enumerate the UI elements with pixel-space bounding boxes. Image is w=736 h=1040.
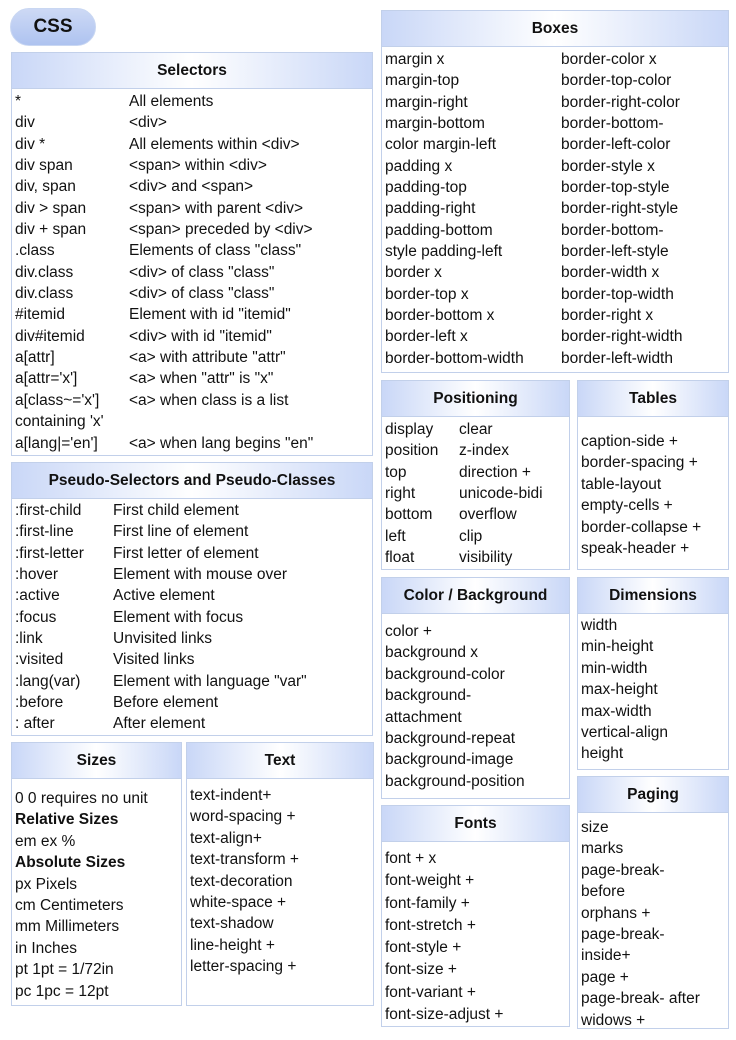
color-background-list (382, 614, 569, 792)
list-item: page-break- (581, 861, 665, 879)
list-item: mm Millimeters (15, 918, 120, 936)
description: overflow (459, 506, 517, 524)
list-row (385, 504, 569, 525)
color-background-heading: Color / Background (382, 578, 569, 614)
positioning-panel (381, 380, 570, 570)
list-row (15, 368, 372, 389)
description: Elements of class "class" (129, 242, 302, 260)
dimensions-panel (577, 577, 729, 770)
description: border-left-color (561, 136, 671, 154)
dimensions-heading: Dimensions (578, 578, 728, 614)
description: border-right-style (561, 200, 679, 218)
list-item: font-style + (385, 939, 462, 957)
list-item: border-spacing + (581, 454, 698, 472)
term: display (385, 421, 434, 438)
description: <a> when "attr" is "x" (129, 370, 274, 388)
list-item: background-image (385, 751, 514, 769)
list-item: font-family + (385, 894, 470, 912)
list-item: 0 0 requires no unit (15, 790, 148, 807)
list-row (385, 113, 728, 134)
list-row (15, 283, 372, 304)
list-row (15, 134, 372, 155)
term: div, span (15, 178, 76, 196)
list-item: line-height + (190, 936, 275, 954)
term: border-top x (385, 285, 469, 303)
description: <div> of class "class" (129, 285, 275, 303)
term: padding-right (385, 200, 476, 218)
term: a[attr='x'] (15, 370, 78, 388)
boxes-panel (381, 10, 729, 373)
boxes-heading: Boxes (382, 11, 728, 47)
term: div.class (15, 285, 74, 303)
term: margin-right (385, 93, 468, 111)
list-item: max-width (581, 702, 652, 720)
description: First line of element (113, 523, 249, 541)
term: margin x (385, 51, 445, 68)
list-row (15, 564, 372, 585)
sizes-panel (11, 742, 182, 1006)
description: All elements (129, 93, 214, 110)
list-item: inside+ (581, 947, 631, 965)
list-row (15, 543, 372, 564)
list-row (15, 521, 372, 542)
term: :first-child (15, 502, 82, 519)
description: First child element (113, 502, 239, 519)
sizes-list (12, 779, 181, 1002)
description: Active element (113, 587, 215, 605)
list-item: background-repeat (385, 729, 516, 747)
list-item: Relative Sizes (15, 811, 119, 829)
term: :link (15, 630, 43, 648)
list-item: table-layout (581, 475, 662, 493)
list-row (15, 607, 372, 628)
term: border-left x (385, 328, 468, 346)
list-row (385, 547, 569, 568)
list-row (385, 326, 728, 347)
term: border-bottom-width (385, 349, 524, 367)
description: Element with focus (113, 608, 244, 626)
list-row (15, 262, 372, 283)
list-row (385, 220, 728, 241)
list-item: word-spacing + (190, 808, 296, 826)
list-row (15, 500, 372, 521)
text-panel (186, 742, 374, 1006)
description: border-left-style (561, 243, 669, 261)
list-row (15, 112, 372, 133)
term: border-bottom x (385, 307, 495, 325)
term: :visited (15, 651, 64, 669)
term: containing 'x' (15, 413, 104, 431)
list-row (385, 49, 728, 70)
list-row (15, 671, 372, 692)
selectors-heading: Selectors (12, 53, 372, 89)
list-row (385, 156, 728, 177)
list-row (385, 526, 569, 547)
term: : after (15, 715, 55, 733)
description: <a> with attribute "attr" (129, 349, 286, 367)
term: :first-letter (15, 544, 84, 562)
dimensions-list (578, 614, 728, 765)
list-item: font-stretch + (385, 916, 476, 934)
term: right (385, 485, 416, 503)
list-row (15, 628, 372, 649)
list-item: min-width (581, 659, 648, 677)
list-row (15, 692, 372, 713)
list-item: text-indent+ (190, 787, 272, 804)
description: After element (113, 715, 206, 733)
description: clear (459, 421, 493, 438)
description: <div> of class "class" (129, 263, 275, 281)
list-item: text-transform + (190, 851, 299, 869)
term: a[class~='x'] (15, 391, 100, 409)
list-item: font-size + (385, 961, 457, 979)
list-row (15, 390, 372, 411)
description: <a> when lang begins "en" (129, 434, 314, 452)
list-row (385, 177, 728, 198)
term: :lang(var) (15, 672, 81, 690)
color-background-panel (381, 577, 570, 799)
term: style padding-left (385, 243, 503, 261)
term: border x (385, 264, 442, 282)
description: <span> with parent <div> (129, 199, 304, 217)
list-row (385, 284, 728, 305)
term: div (15, 114, 35, 132)
description: <span> within <div> (129, 157, 267, 175)
term: top (385, 463, 407, 481)
selectors-panel (11, 52, 373, 456)
paging-heading: Paging (578, 777, 728, 813)
list-item: widows + (581, 1011, 646, 1029)
list-row (15, 176, 372, 197)
pseudo-panel (11, 462, 373, 736)
fonts-panel (381, 805, 570, 1027)
term: padding-top (385, 179, 467, 197)
list-item: attachment (385, 708, 462, 726)
list-item: background-color (385, 665, 505, 683)
term: div.class (15, 263, 74, 281)
boxes-list (382, 47, 728, 369)
term: float (385, 549, 415, 567)
list-row (15, 411, 372, 432)
term: left (385, 527, 406, 545)
pseudo-heading: Pseudo-Selectors and Pseudo-Classes (12, 463, 372, 499)
list-row (15, 304, 372, 325)
selectors-list (12, 89, 372, 454)
term: * (15, 93, 22, 110)
term: div#itemid (15, 327, 85, 345)
description: border-style x (561, 157, 655, 175)
term: div + span (15, 221, 87, 239)
term: padding-bottom (385, 221, 493, 239)
list-item: background- (385, 687, 472, 705)
description: border-width x (561, 264, 660, 282)
description: z-index (459, 442, 509, 460)
term: :active (15, 587, 60, 605)
positioning-list (382, 417, 569, 568)
term: color margin-left (385, 136, 497, 154)
list-item: in Inches (15, 939, 78, 957)
text-heading: Text (187, 743, 373, 779)
description: border-bottom- (561, 221, 664, 239)
sizes-heading: Sizes (12, 743, 181, 779)
term: :focus (15, 608, 57, 626)
term: margin-bottom (385, 115, 485, 133)
description: <div> with id "itemid" (129, 327, 272, 345)
list-item: text-shadow (190, 915, 274, 933)
list-row (15, 219, 372, 240)
list-item: px Pixels (15, 875, 78, 893)
term: a[attr] (15, 349, 55, 367)
list-row (15, 91, 372, 112)
tables-panel (577, 380, 729, 570)
tables-heading: Tables (578, 381, 728, 417)
list-row (15, 240, 372, 261)
list-row (385, 134, 728, 155)
term: div span (15, 157, 73, 175)
list-item: height (581, 745, 624, 763)
description: border-color x (561, 51, 657, 68)
list-row (385, 483, 569, 504)
list-item: before (581, 883, 625, 901)
list-item: letter-spacing + (190, 958, 297, 976)
description: border-top-style (561, 179, 670, 197)
list-item: page + (581, 968, 629, 986)
pseudo-list (12, 499, 372, 735)
list-item: border-collapse + (581, 518, 702, 536)
fonts-heading: Fonts (382, 806, 569, 842)
list-item: speak-header + (581, 539, 690, 557)
page-title: CSS (10, 8, 96, 46)
list-item: marks (581, 840, 624, 858)
list-item: caption-side + (581, 433, 678, 450)
list-row (15, 433, 372, 454)
term: bottom (385, 506, 433, 524)
list-item: pt 1pt = 1/72in (15, 961, 114, 979)
list-item: width (581, 617, 618, 634)
term: div * (15, 135, 46, 153)
list-item: max-height (581, 681, 658, 699)
fonts-list (382, 842, 569, 1026)
description: border-top-width (561, 285, 674, 303)
list-item: font-weight + (385, 872, 475, 890)
positioning-heading: Positioning (382, 381, 569, 417)
list-item: vertical-align (581, 723, 669, 741)
description: Element with mouse over (113, 566, 288, 584)
list-item: cm Centimeters (15, 896, 124, 914)
paging-list (578, 813, 728, 1031)
list-item: pc 1pc = 12pt (15, 982, 109, 1000)
list-item: empty-cells + (581, 497, 673, 515)
term: div > span (15, 199, 87, 217)
list-row (385, 305, 728, 326)
list-item: font-size-adjust + (385, 1006, 504, 1024)
list-item: font-variant + (385, 983, 476, 1001)
list-item: Absolute Sizes (15, 854, 126, 872)
list-row (15, 585, 372, 606)
list-item: text-align+ (190, 829, 262, 847)
list-item: font + x (385, 850, 437, 867)
description: unicode-bidi (459, 485, 543, 503)
list-row (15, 326, 372, 347)
list-row (15, 713, 372, 734)
description: Element with id "itemid" (129, 306, 291, 324)
list-item: min-height (581, 638, 654, 656)
term: a[lang|='en'] (15, 434, 98, 452)
description: Visited links (113, 651, 195, 669)
list-item: page-break- (581, 925, 665, 943)
description: border-right-color (561, 93, 680, 111)
description: First letter of element (113, 544, 259, 562)
description: border-top-color (561, 72, 672, 90)
description: <span> preceded by <div> (129, 221, 313, 239)
term: margin-top (385, 72, 460, 90)
list-row (385, 198, 728, 219)
paging-panel (577, 776, 729, 1029)
term: #itemid (15, 306, 65, 324)
list-row (385, 92, 728, 113)
list-row (15, 347, 372, 368)
description: border-bottom- (561, 115, 664, 133)
tables-list (578, 417, 728, 559)
description: <a> when class is a list (129, 391, 289, 409)
description: border-left-width (561, 349, 673, 367)
list-row (385, 241, 728, 262)
list-row (385, 262, 728, 283)
list-item: color + (385, 623, 432, 640)
description: Unvisited links (113, 630, 213, 648)
list-item: orphans + (581, 904, 651, 922)
list-row (385, 462, 569, 483)
term: .class (15, 242, 55, 260)
term: :hover (15, 566, 59, 584)
term: position (385, 442, 439, 460)
list-row (15, 155, 372, 176)
description: Before element (113, 694, 219, 712)
text-list (187, 779, 373, 978)
list-item: background-position (385, 772, 525, 790)
list-row (385, 348, 728, 369)
description: border-right x (561, 307, 654, 325)
list-item: size (581, 819, 609, 836)
list-item: page-break- after (581, 990, 700, 1008)
list-item: white-space + (190, 893, 287, 911)
description: <div> and <span> (129, 178, 254, 196)
term: :first-line (15, 523, 74, 541)
term: padding x (385, 157, 453, 175)
list-row (385, 419, 569, 440)
list-row (15, 649, 372, 670)
description: <div> (129, 114, 167, 132)
list-row (385, 70, 728, 91)
description: All elements within <div> (129, 135, 300, 153)
list-row (15, 198, 372, 219)
description: visibility (459, 549, 513, 567)
term: :before (15, 694, 64, 712)
list-item: background x (385, 644, 479, 662)
description: direction + (459, 463, 531, 481)
description: Element with language "var" (113, 672, 307, 690)
list-item: text-decoration (190, 872, 293, 890)
description: border-right-width (561, 328, 683, 346)
list-item: em ex % (15, 832, 76, 850)
description: clip (459, 527, 483, 545)
list-row (385, 440, 569, 461)
